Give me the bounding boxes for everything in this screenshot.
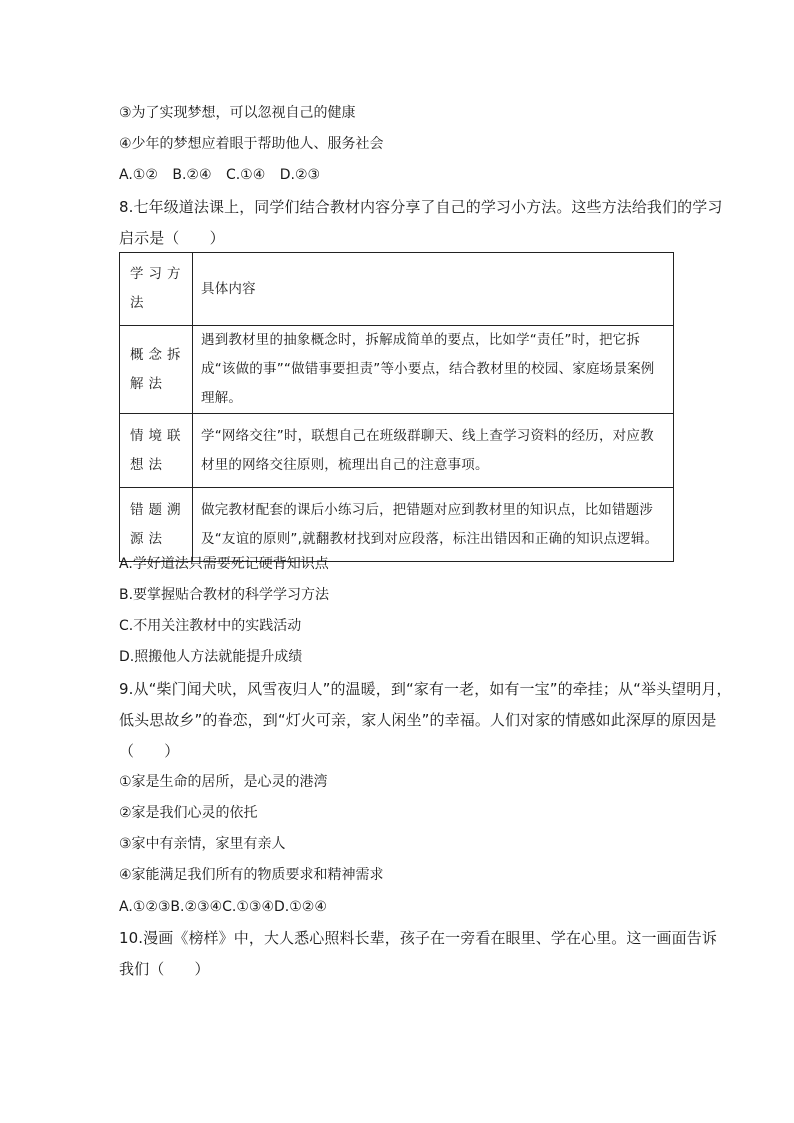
q10-stem-line-2: 我们（ ）: [119, 960, 210, 978]
q9-item-2: ②家是我们心灵的依托: [119, 805, 258, 821]
q7-item-4: ④少年的梦想应着眼于帮助他人、服务社会: [119, 136, 384, 152]
q9-item-4: ④家能满足我们所有的物质要求和精神需求: [119, 867, 384, 883]
q7-option-a[interactable]: A.①②: [119, 167, 158, 183]
q8-option-a[interactable]: A.学好道法只需要死记硬背知识点: [119, 556, 329, 572]
q8-stem-line-1: 8.七年级道法课上，同学们结合教材内容分享了自己的学习小方法。这些方法给我们的学习: [119, 198, 723, 216]
q9-item-3: ③家中有亲情，家里有亲人: [119, 836, 286, 852]
q9-stem-line-1: 9.从“柴门闻犬吠，风雪夜归人”的温暖，到“家有一老，如有一宝”的牵挂；从“举头望明月，: [119, 680, 732, 698]
q8-option-d[interactable]: D.照搬他人方法就能提升成绩: [119, 649, 303, 665]
table-row: [120, 488, 674, 562]
q9-stem-line-2: 低头思故乡”的眷恋，到“灯火可亲，家人闲坐”的幸福。人们对家的情感如此深厚的原因是: [119, 711, 717, 729]
q8-stem-line-2: 启示是（ ）: [119, 229, 225, 247]
q10-stem-line-1: 10.漫画《榜样》中，大人悉心照料长辈，孩子在一旁看在眼里、学在心里。这一画面告诉: [119, 929, 717, 947]
q7-item-3: ③为了实现梦想，可以忽视自己的健康: [119, 105, 356, 121]
q7-option-c[interactable]: C.①④: [225, 167, 266, 183]
method-content: 做完教材配套的课后小练习后，把错题对应到教材里的知识点，比如错题涉及“友谊的原则”,就翻教材找到对应段落，标注出错因和正确的知识点逻辑。: [193, 488, 674, 562]
method-content: 遇到教材里的抽象概念时，拆解成简单的要点，比如学“责任”时，把它拆成“该做的事”“做错事要担责”等小要点，结合教材里的校园、家庭场景案例理解。: [193, 326, 674, 414]
table-header-row: [120, 253, 674, 326]
method-name: 概念拆解法: [120, 326, 193, 414]
q7-option-d[interactable]: D.②③: [279, 167, 321, 183]
q7-options: [119, 165, 330, 185]
q7-option-b[interactable]: B.②④: [172, 167, 212, 183]
method-name: 错题溯源法: [120, 488, 193, 562]
table-row: [120, 326, 674, 414]
method-content: 学“网络交往”时，联想自己在班级群聊天、线上查学习资料的经历，对应教材里的网络交往原则，梳理出自己的注意事项。: [193, 414, 674, 488]
q8-option-c[interactable]: C.不用关注教材中的实践活动: [119, 618, 302, 634]
table-row: [120, 414, 674, 488]
q9-options[interactable]: A.①②③B.②③④C.①③④D.①②④: [119, 899, 327, 915]
learning-methods-table: [119, 252, 674, 562]
header-method: 学习方法: [120, 253, 193, 326]
q9-item-1: ①家是生命的居所，是心灵的港湾: [119, 774, 328, 790]
q9-stem-line-3: （ ）: [119, 742, 180, 760]
q8-option-b[interactable]: B.要掌握贴合教材的科学学习方法: [119, 587, 330, 603]
header-content: 具体内容: [193, 253, 674, 326]
method-name: 情境联想法: [120, 414, 193, 488]
